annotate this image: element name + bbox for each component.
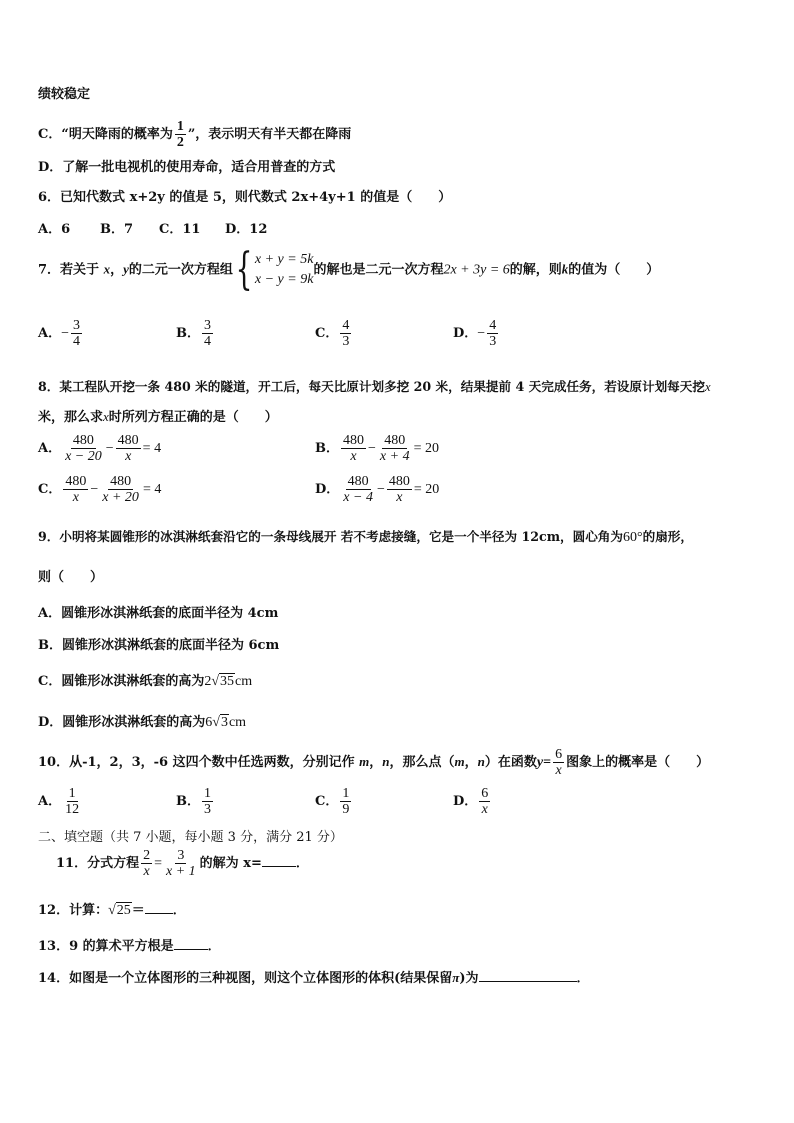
fraction [340, 318, 351, 349]
right-hand-side: = 4 [142, 482, 162, 497]
fraction [71, 318, 82, 349]
numerator: 480 [72, 433, 94, 448]
right-hand-side: = 20 [413, 482, 440, 497]
fraction-1 [63, 433, 104, 464]
denominator: 3 [204, 802, 211, 817]
fraction-6-over-x [553, 747, 564, 778]
fraction [340, 786, 351, 817]
separator: ， [464, 755, 478, 770]
stem-text: 7．若关于 [38, 262, 100, 278]
answer-blank[interactable] [174, 949, 208, 950]
equals-sign: ＝ [131, 903, 145, 918]
variable-k: k [561, 261, 569, 277]
stem-text: ）在函数 [484, 755, 537, 770]
answer-blank[interactable] [479, 981, 577, 982]
fraction-1 [63, 474, 88, 505]
separator: ， [110, 262, 124, 278]
left-brace: { [235, 244, 253, 295]
option-label: C． [315, 326, 339, 341]
question-9-option-b: B．圆锥形冰淇淋纸套的底面半径为 6cm [38, 638, 280, 653]
numerator: 6 [481, 786, 489, 801]
denominator: 2 [176, 135, 184, 150]
minus-sign: − [376, 482, 385, 497]
coefficient: 6 [205, 715, 213, 730]
denominator: 12 [65, 802, 80, 817]
fraction [479, 786, 490, 817]
unit: cm [228, 715, 247, 730]
sign: − [61, 326, 69, 341]
answer-blank[interactable] [145, 913, 173, 914]
option-label: C． [315, 794, 339, 809]
option-label: C． [38, 482, 62, 497]
period: ． [207, 939, 221, 954]
question-7-option-b [176, 318, 215, 349]
sign: − [477, 326, 486, 341]
right-hand-side: = 20 [413, 441, 439, 456]
question-9-option-d [38, 711, 246, 731]
option-label: B． [176, 326, 200, 341]
question-6-option-b: B．7 [100, 222, 134, 237]
numerator: 480 [388, 474, 410, 489]
option-label: A． [38, 794, 62, 809]
variable-n: n [477, 754, 485, 769]
denominator: x [396, 490, 403, 505]
denominator: x [555, 763, 562, 778]
numerator: 3 [73, 318, 80, 333]
question-8-option-c [38, 474, 161, 505]
question-11 [56, 848, 309, 879]
fraction-2 [100, 474, 141, 505]
denominator: x [143, 864, 150, 879]
question-9-option-a: A．圆锥形冰淇淋纸套的底面半径为 4cm [38, 606, 279, 621]
variable-y: y [123, 261, 129, 277]
numerator: 480 [65, 474, 87, 489]
denominator: x − 4 [343, 490, 373, 505]
question-10-option-d [453, 786, 492, 817]
system-rows [255, 250, 314, 290]
question-9-stem-line1 [38, 526, 693, 546]
option-c-probability [38, 119, 351, 150]
question-14 [38, 967, 590, 986]
fraction [487, 318, 498, 349]
numerator: 480 [117, 433, 139, 448]
option-text: ”，表示明天有半天都在降雨 [187, 127, 352, 142]
variable-x: x [103, 261, 111, 277]
section-heading-fill-in: 二、填空题（共 7 小题，每小题 3 分，满分 21 分） [38, 830, 343, 845]
stem-text: 的解，则 [509, 262, 562, 278]
numerator: 4 [489, 318, 497, 333]
denominator: x + 4 [379, 449, 410, 464]
stem-text: 8．某工程队开挖一条 480 米的隧道，开工后，每天比原计划多挖 20 米，结果提前 4 天完成任务，若设原计划每天挖 [38, 379, 705, 394]
right-hand-side: = 4 [142, 441, 162, 456]
question-7-stem [38, 244, 660, 295]
equals-sign: = [154, 856, 162, 871]
fraction-2 [116, 433, 141, 464]
question-6-option-c: C．11 [159, 222, 201, 237]
stem-text: ，那么点（ [389, 755, 455, 770]
variable-y: y [536, 755, 544, 770]
question-8-option-a [38, 433, 161, 464]
denominator: x [72, 490, 79, 505]
minus-sign: − [90, 482, 99, 497]
variable-m: m [454, 754, 465, 769]
question-6-option-a: A．6 [38, 222, 71, 237]
fraction-1 [341, 433, 366, 464]
option-d-survey: D．了解一批电视机的使用寿命，适合用普查的方式 [38, 160, 336, 175]
question-8-option-d [315, 474, 439, 505]
numerator: 6 [555, 747, 563, 762]
radicand: 25 [116, 903, 131, 918]
denominator: 3 [342, 334, 350, 349]
pi-symbol: π [452, 970, 460, 985]
question-8-stem-line1 [38, 376, 711, 395]
numerator: 2 [143, 848, 151, 863]
numerator: 480 [384, 433, 406, 448]
question-6-stem: 6．已知代数式 x+2y 的值是 5，则代数式 2x+4y+1 的值是（ ） [38, 190, 452, 205]
question-10-stem [38, 747, 709, 778]
fraction-half [175, 119, 186, 150]
fraction [202, 786, 213, 817]
stem-text: 13．9 的算术平方根是 [38, 939, 174, 954]
option-label: D． [453, 326, 478, 341]
coefficient: 2 [204, 674, 212, 689]
minus-sign: − [105, 441, 114, 456]
equals-sign: = [543, 755, 552, 770]
square-root: √35 [211, 674, 235, 689]
denominator: x − 20 [65, 449, 102, 464]
fraction-2 [378, 433, 412, 464]
stem-text: 9．小明将某圆锥形的冰淇淋纸套沿它的一条母线展开 若不考虑接缝，它是一个半径为 12cm，圆心角为 [38, 529, 623, 544]
option-text: D．圆锥形冰淇淋纸套的高为 [38, 715, 206, 730]
angle-value: 60° [623, 530, 643, 545]
stem-text: 10．从-1，2，3，-6 这四个数中任选两数，分别记作 [38, 755, 355, 770]
stem-text: 的解也是二元一次方程 [313, 262, 444, 278]
numerator: 3 [204, 318, 211, 333]
period: ． [576, 971, 590, 986]
question-8-stem-line2 [38, 406, 278, 425]
question-7-option-c [315, 318, 353, 349]
numerator: 4 [342, 318, 350, 333]
question-10-option-a [38, 786, 83, 817]
variable-x: x [103, 409, 109, 424]
denominator: 4 [204, 334, 211, 349]
unit: cm [235, 674, 253, 689]
fraction [202, 318, 213, 349]
question-7-option-a [38, 318, 84, 349]
question-9-option-c [38, 670, 252, 690]
period: ． [172, 903, 186, 918]
previous-question-tail: 绩较稳定 [38, 87, 91, 102]
stem-text: )为 [459, 971, 479, 986]
denominator: 3 [489, 334, 497, 349]
option-label: D． [315, 482, 340, 497]
numerator: 1 [68, 786, 76, 801]
variable-n: n [382, 754, 390, 769]
radicand: 35 [220, 674, 235, 689]
equation-system [233, 244, 314, 295]
stem-text: 12．计算： [38, 903, 109, 918]
question-13 [38, 935, 221, 954]
variable-m: m [359, 754, 370, 769]
denominator: 9 [342, 802, 350, 817]
numerator: 480 [347, 474, 369, 489]
stem-text: 的扇形， [642, 529, 693, 544]
denominator: x + 1 [166, 864, 196, 879]
stem-text: 的二元一次方程组 [128, 262, 233, 278]
square-root: √3 [212, 715, 228, 730]
question-6-option-d: D．12 [225, 222, 268, 237]
fraction-1 [341, 474, 375, 505]
stem-text: 时所列方程正确的是（ ） [108, 410, 278, 425]
option-label: A． [38, 441, 62, 456]
stem-text: 图象上的概率是（ ） [566, 755, 710, 770]
stem-text: 的值为（ ） [568, 262, 660, 278]
fraction [63, 786, 81, 817]
option-label: B． [315, 441, 339, 456]
denominator: x [125, 449, 132, 464]
variable-x: x [704, 380, 711, 394]
stem-text: 的解为 x= [199, 856, 262, 871]
period: ． [295, 856, 309, 871]
stem-text: 米，那么求 [38, 410, 104, 425]
equation-2: x − y = 9k [254, 272, 314, 287]
option-label: A． [38, 326, 62, 341]
question-12 [38, 899, 186, 919]
stem-text: 11．分式方程 [56, 856, 140, 871]
square-root: √25 [108, 903, 131, 918]
question-8-option-b [315, 433, 439, 464]
denominator: x [481, 802, 488, 817]
stem-text: 14．如图是一个立体图形的三种视图，则这个立体图形的体积(结果保留 [38, 971, 453, 986]
equation-3: 2x + 3y = 6 [443, 262, 510, 278]
fraction-left [141, 848, 152, 879]
numerator: 3 [177, 848, 185, 863]
numerator: 1 [176, 119, 184, 134]
denominator: 4 [73, 334, 80, 349]
minus-sign: − [368, 441, 376, 456]
equation-1: x + y = 5k [254, 252, 314, 267]
numerator: 1 [342, 786, 350, 801]
numerator: 480 [343, 433, 364, 448]
question-9-stem-line2: 则（ ） [38, 570, 104, 585]
denominator: x [350, 449, 357, 464]
option-text: C．圆锥形冰淇淋纸套的高为 [38, 674, 205, 689]
separator: ， [369, 755, 383, 770]
option-text: C．“明天降雨的概率为 [38, 127, 173, 142]
question-7-option-d [453, 318, 500, 349]
option-label: D． [453, 794, 478, 809]
question-10-option-b [176, 786, 215, 817]
option-label: B． [176, 794, 200, 809]
denominator: x + 20 [102, 490, 139, 505]
question-10-option-c [315, 786, 353, 817]
radicand: 3 [220, 715, 228, 730]
numerator: 1 [204, 786, 211, 801]
answer-blank[interactable] [262, 866, 296, 867]
fraction-right [164, 848, 198, 879]
fraction-2 [387, 474, 412, 505]
numerator: 480 [110, 474, 132, 489]
